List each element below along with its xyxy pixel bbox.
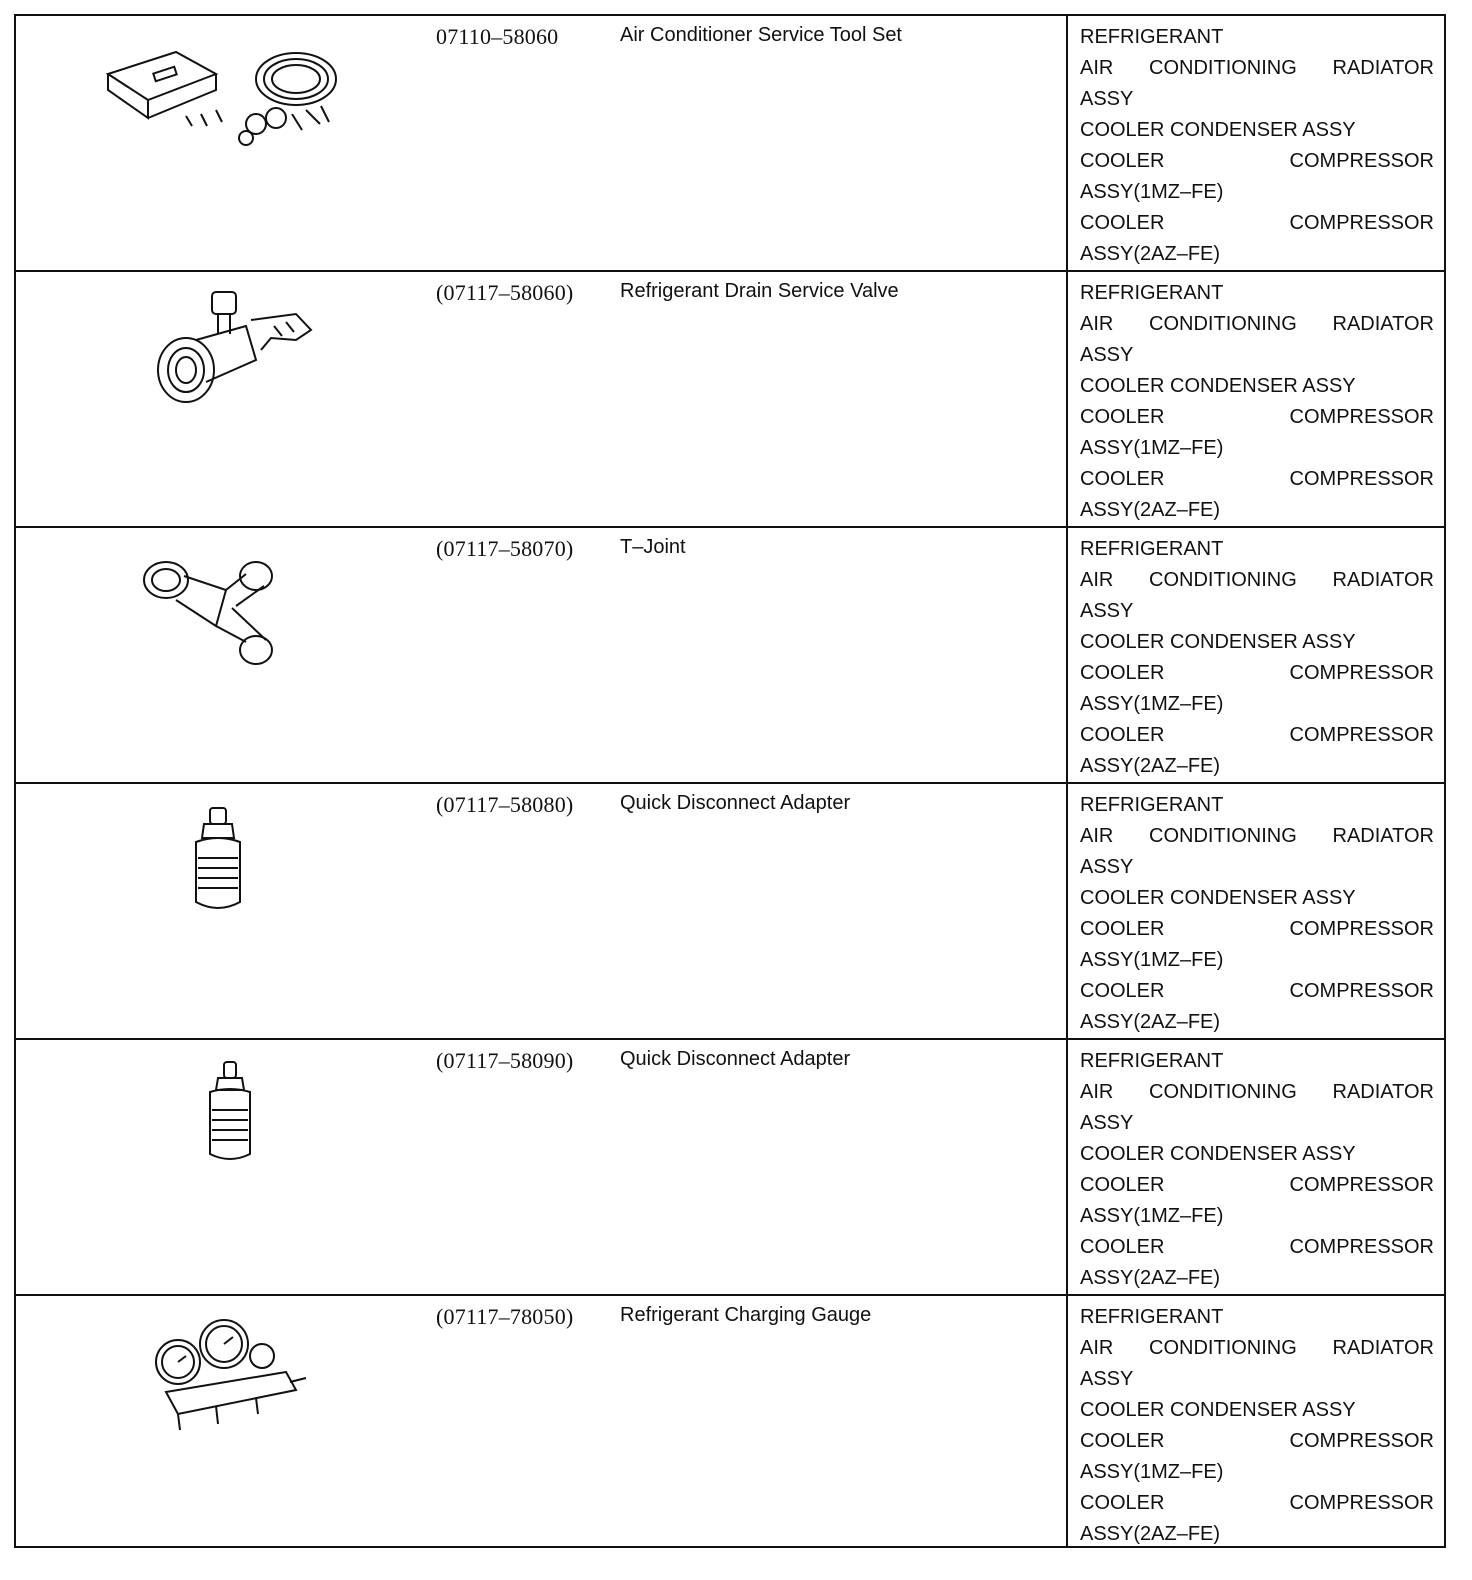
table-row (16, 784, 1444, 1040)
applies-to-line: AIR CONDITIONING RADIATOR (1080, 569, 1434, 591)
applies-to-line: REFRIGERANT (1080, 26, 1224, 48)
applies-to-line: ASSY (1080, 1112, 1134, 1134)
applies-to-line: ASSY(1MZ–FE) (1080, 1205, 1224, 1227)
applies-to-line: REFRIGERANT (1080, 1306, 1224, 1328)
applies-to-line: AIR CONDITIONING RADIATOR (1080, 1081, 1434, 1103)
part-name: Quick Disconnect Adapter (620, 792, 851, 814)
applies-to-line: COOLER COMPRESSOR (1080, 1236, 1434, 1258)
part-name: T–Joint (620, 536, 686, 558)
part-number: (07117–58060) (436, 280, 574, 305)
applies-to-line: COOLER COMPRESSOR (1080, 1174, 1434, 1196)
applies-to-list (1066, 528, 1444, 782)
applies-to-line: COOLER COMPRESSOR (1080, 150, 1434, 172)
applies-to-line: ASSY (1080, 600, 1134, 622)
applies-to-line: ASSY(1MZ–FE) (1080, 1461, 1224, 1483)
applies-to-line: ASSY(1MZ–FE) (1080, 693, 1224, 715)
applies-to-line: COOLER COMPRESSOR (1080, 406, 1434, 428)
applies-to-line: ASSY(2AZ–FE) (1080, 1267, 1221, 1289)
part-name: Refrigerant Charging Gauge (620, 1304, 872, 1326)
applies-to-list (1066, 16, 1444, 270)
applies-to-line: REFRIGERANT (1080, 1050, 1224, 1072)
special-service-tools-table (14, 14, 1446, 1548)
applies-to-line: ASSY (1080, 856, 1134, 878)
applies-to-line: ASSY (1080, 88, 1134, 110)
applies-to-line: ASSY(1MZ–FE) (1080, 181, 1224, 203)
applies-to-line: ASSY(1MZ–FE) (1080, 949, 1224, 971)
applies-to-line: COOLER COMPRESSOR (1080, 212, 1434, 234)
applies-to-line: ASSY(2AZ–FE) (1080, 243, 1221, 265)
applies-to-line: AIR CONDITIONING RADIATOR (1080, 57, 1434, 79)
applies-to-line: REFRIGERANT (1080, 538, 1224, 560)
table-row (16, 1040, 1444, 1296)
applies-to-line: ASSY(1MZ–FE) (1080, 437, 1224, 459)
part-number: (07117–58080) (436, 792, 574, 817)
applies-to-list (1066, 1296, 1444, 1548)
applies-to-line: COOLER COMPRESSOR (1080, 918, 1434, 940)
applies-to-line: COOLER CONDENSER ASSY (1080, 1143, 1356, 1165)
applies-to-list (1066, 784, 1444, 1038)
applies-to-line: ASSY (1080, 344, 1134, 366)
applies-to-line: COOLER COMPRESSOR (1080, 980, 1434, 1002)
applies-to-line: COOLER CONDENSER ASSY (1080, 887, 1356, 909)
applies-to-line: COOLER CONDENSER ASSY (1080, 1399, 1356, 1421)
part-name: Air Conditioner Service Tool Set (620, 24, 902, 46)
applies-to-line: COOLER COMPRESSOR (1080, 1430, 1434, 1452)
applies-to-line: ASSY(2AZ–FE) (1080, 1523, 1221, 1545)
applies-to-line: ASSY(2AZ–FE) (1080, 755, 1221, 777)
applies-to-line: COOLER COMPRESSOR (1080, 468, 1434, 490)
applies-to-line: REFRIGERANT (1080, 282, 1224, 304)
applies-to-line: AIR CONDITIONING RADIATOR (1080, 313, 1434, 335)
quick-disconnect-adapter-icon (96, 1058, 366, 1178)
applies-to-line: COOLER CONDENSER ASSY (1080, 631, 1356, 653)
applies-to-line: AIR CONDITIONING RADIATOR (1080, 825, 1434, 847)
table-row (16, 272, 1444, 528)
part-name: Refrigerant Drain Service Valve (620, 280, 899, 302)
table-row (16, 16, 1444, 272)
applies-to-line: ASSY(2AZ–FE) (1080, 1011, 1221, 1033)
applies-to-list (1066, 1040, 1444, 1294)
drain-service-valve-icon (96, 290, 366, 410)
charging-gauge-icon (96, 1314, 366, 1434)
applies-to-list (1066, 272, 1444, 526)
t-joint-icon (96, 546, 366, 666)
part-name: Quick Disconnect Adapter (620, 1048, 851, 1070)
table-row (16, 1296, 1444, 1548)
applies-to-line: COOLER COMPRESSOR (1080, 724, 1434, 746)
part-number: (07117–58070) (436, 536, 574, 561)
applies-to-line: COOLER COMPRESSOR (1080, 1492, 1434, 1514)
service-tool-set-icon (96, 34, 366, 154)
applies-to-line: REFRIGERANT (1080, 794, 1224, 816)
applies-to-line: COOLER CONDENSER ASSY (1080, 375, 1356, 397)
quick-disconnect-adapter-icon (96, 802, 366, 922)
table-row (16, 528, 1444, 784)
applies-to-line: AIR CONDITIONING RADIATOR (1080, 1337, 1434, 1359)
part-number: (07117–58090) (436, 1048, 574, 1073)
applies-to-line: ASSY(2AZ–FE) (1080, 499, 1221, 521)
applies-to-line: COOLER CONDENSER ASSY (1080, 119, 1356, 141)
part-number: 07110–58060 (436, 24, 559, 49)
applies-to-line: ASSY (1080, 1368, 1134, 1390)
part-number: (07117–78050) (436, 1304, 574, 1329)
applies-to-line: COOLER COMPRESSOR (1080, 662, 1434, 684)
